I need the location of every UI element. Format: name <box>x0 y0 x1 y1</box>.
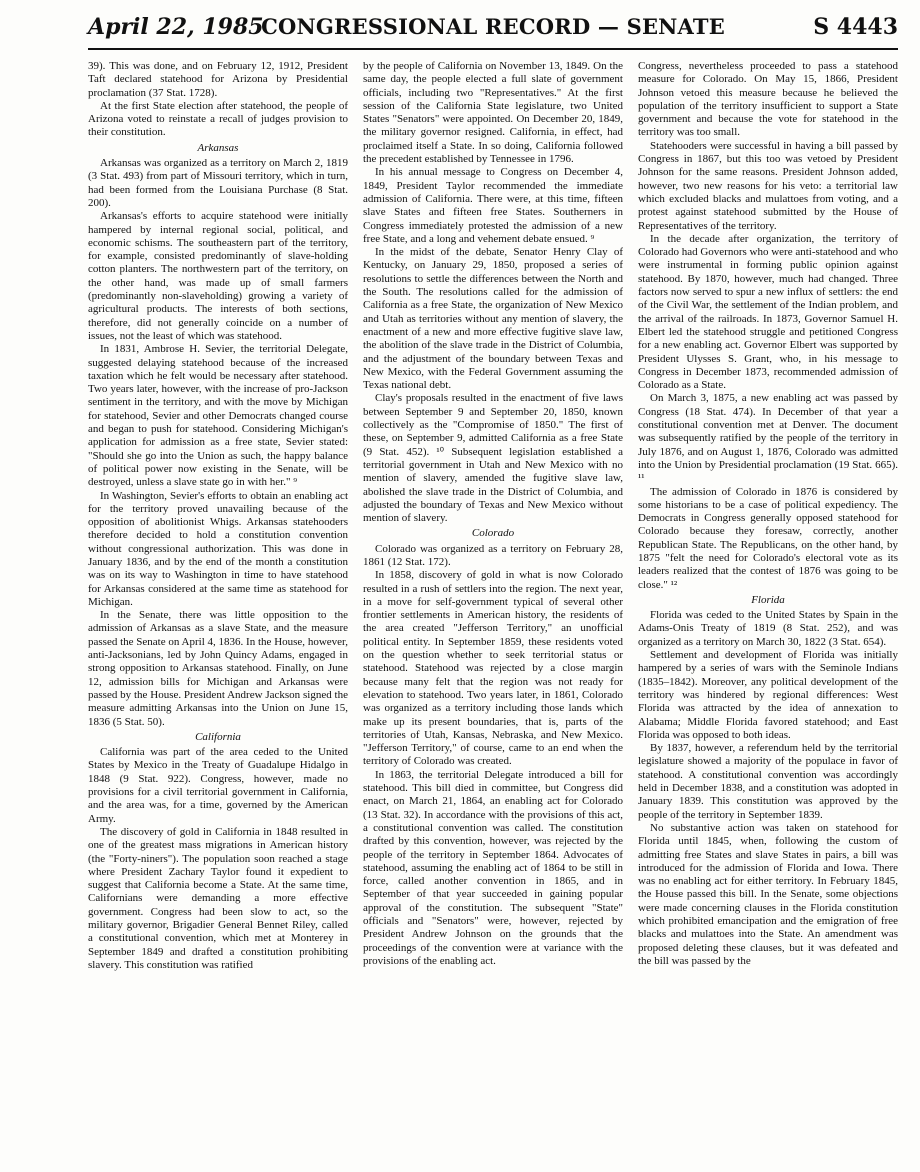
paragraph: By 1837, however, a referendum held by the territorial legislature showed a majority of the populace in favor of statehood. A constitutional convention was accordingly held in December 1838, and a constitution was adopted in January 1839. This constitution was approved by the people of the territory in September 1839. <box>638 742 898 821</box>
paragraph: 39). This was done, and on February 12, 1912, President Taft declared statehood for Arizona by Presidential proclamation (37 Stat. 1728). <box>88 60 348 99</box>
header-page-number: S 4443 <box>813 14 898 40</box>
paragraph: Settlement and development of Florida was initially hampered by a series of wars with the Seminole Indians (1835–1842). Moreover, any political development of the territory was hindered by regional differences: West Florida was attracted by the idea of annexation to Alabama; Middle Florida favored statehood; and East Florida was opposed to both ideas. <box>638 649 898 741</box>
paragraph: by the people of California on November 13, 1849. On the same day, the people elected a full slate of government officials, including two "Representatives." At the first session of the California State legislature, two United States "Senators" were appointed. On December 20, 1849, the military governor resigned. California, in effect, had proclaimed itself a State. In so doing, California followed the precedent established by Tennessee in 1796. <box>363 60 623 166</box>
paragraph: Florida was ceded to the United States by Spain in the Adams-Onis Treaty of 1819 (8 Stat. 252), and was organized as a territory on March 30, 1822 (3 Stat. 654). <box>638 609 898 648</box>
paragraph: In 1858, discovery of gold in what is now Colorado resulted in a rush of settlers into the region. The next year, in a move for self-government typical of several other frontier settlements in American history, the residents of the area created "Jefferson Territory," an unofficial political entity. In September 1859, these residents voted on the question whether to seek territorial status or statehood. Statehood was rejected by a close margin because many felt that the region was not ready for elevation to statehood. Two years later, in 1861, Colorado was organized as a territory including those lands which make up its present boundaries, that is, parts of the territories of Utah, Kansas, Nebraska, and New Mexico. "Jefferson Territory," of course, came to an end when the territory of Colorado was created. <box>363 569 623 768</box>
paragraph: Colorado was organized as a territory on February 28, 1861 (12 Stat. 172). <box>363 542 623 568</box>
paragraph: In the Senate, there was little opposition to the admission of Arkansas as a slave State, and the measure passed the Senate on April 4, 1836. In the House, however, anti-Jacksonians, led by John Quincy Adams, engaged in strong opposition to Arkansas statehood. Finally, on June 12, admission bills for Michigan and Arkansas were passed by the House. President Andrew Jackson signed the measure admitting Arkansas into the Union on June 15, 1836 (5 Stat. 50). <box>88 609 348 728</box>
column-1 <box>88 60 348 1160</box>
paragraph: No substantive action was taken on statehood for Florida until 1845, when, following the custom of admitting free States and slave States in pairs, a bill was introduced for the admission of Florida and Iowa. There was no enabling act for either territory. In February 1845, the House passed this bill. In the Senate, some objections were made concerning clauses in the Florida constitution which prohibited emancipation and the emigration of free blacks and mulattoes into the State. An amendment was proposed deleting these clauses, but it was defeated and the bill was passed by the <box>638 821 898 967</box>
header-date: April 22, 1985 <box>88 14 264 40</box>
section-heading: California <box>195 730 241 743</box>
paragraph: Statehooders were successful in having a bill passed by Congress in 1867, but this too was vetoed by President Johnson for the same reasons. President Johnson added, however, two new reasons for his veto: a territorial law which excluded blacks and mulattoes from voting, and a protest against statehood submitted by the House of Representatives of the territory. <box>638 139 898 232</box>
paragraph: In his annual message to Congress on December 4, 1849, President Taylor recommended the immediate admission of California. There were, at this time, fifteen slave States and fifteen free States. Southerners in Congress immediately protested the admission of a new free State, and a long and vehement debate ensued. ⁹ <box>363 166 623 245</box>
paragraph: In the decade after organization, the territory of Colorado had Governors who were anti-statehood and who were instrumental in forming public opinion against statehood. By 1870, however, much had changed. Three factors now served to spur a new influx of settlers: the end of the Civil War, the settlement of the Indian problem, and the arrival of the railroads. In 1873, Governor Samuel H. Elbert led the statehood struggle and petitioned Congress for a new enabling act. Governor Elbert was supported by President Ulysses S. Grant, who, in his message to Congress in December 1873, recommended admission of Colorado as a State. <box>638 232 898 392</box>
paragraph: Congress, nevertheless proceeded to pass a statehood measure for Colorado. On May 15, 1866, President Johnson vetoed this measure because he believed the population of the territory insufficient to support a State government and because the vote for statehood in the territory was too small. <box>638 60 898 139</box>
paragraph: In 1831, Ambrose H. Sevier, the territorial Delegate, suggested delaying statehood because of the increased taxation which he felt would be necessary after statehood. Two years later, however, with the increase of pro-Jackson sentiment in the territory, and with the move by Michigan for statehood, Sevier and other Democrats changed course and began to push for statehood. Considering Michigan's application for admission as a free state, Sevier stated: "Should she go into the Union as such, the happy balance of political power now existing in the Senate, will be destroyed, unless a slave state go in with her." ⁹ <box>88 343 348 489</box>
section-heading: Colorado <box>471 527 515 540</box>
paragraph: Clay's proposals resulted in the enactment of five laws between September 9 and September 20, 1850, known collectively as the "Compromise of 1850." The first of these, on September 9, admitted California as a free State (9 Stat. 452). ¹⁰ Subsequent legislation established a territorial government in Utah and New Mexico with no mention of slavery, amended the fugitive slave law, abolished the slave trade in the District of Columbia, and adjusted the boundary of Texas and New Mexico without mention of slavery. <box>363 392 623 525</box>
column-3 <box>638 60 898 1160</box>
section-heading: Arkansas <box>197 141 239 154</box>
paragraph: The discovery of gold in California in 1848 resulted in one of the greatest mass migrations in American history (the "Forty-niners"). The population soon reached a stage where President Zachary Taylor found it expedient to suggest that California become a State. At the same time, Californians were demanding a more effective government. Congress had been slow to act, so the military governor, Brigadier General Bennet Riley, called a constitutional convention, which met at Monterey in September 1849 and drafted a constitution prohibiting slavery. This constitution was ratified <box>88 825 348 971</box>
header-title: CONGRESSIONAL RECORD — SENATE <box>261 14 725 39</box>
paragraph: Arkansas's efforts to acquire statehood were initially hampered by internal regional social, political, and economic schisms. The southeastern part of the territory, for example, consisted predominantly of slave-holding cotton planters. The northwestern part of the territory, on the other hand, was made up of small farmers (predominantly non-slaveholding) growing a variety of agricultural products. The interests of both sections, therefore, did not generally coincide on a number of issues, not the least of which was statehood. <box>88 210 348 342</box>
paragraph: The admission of Colorado in 1876 is considered by some historians to be a case of political expediency. The Democrats in Congress generally opposed statehood for Colorado because they foresaw, correctly, another Republican State. The Republicans, on the other hand, by 1875 "felt the need for Colorado's electoral vote as its leaders realized that the contest of 1876 was going to be close." ¹² <box>638 485 898 591</box>
column-2 <box>363 60 623 1160</box>
paragraph: Arkansas was organized as a territory on March 2, 1819 (3 Stat. 493) from part of Missouri territory, which in turn, had been formed from the Louisiana Purchase (8 Stat. 200). <box>88 157 348 209</box>
section-heading: Florida <box>751 593 785 606</box>
article-columns <box>88 60 898 1160</box>
paragraph: In 1863, the territorial Delegate introduced a bill for statehood. This bill died in committee, but Congress did enact, on March 21, 1864, an enabling act for Colorado (13 Stat. 32). In accordance with the provisions of this act, a constitutional convention was called. The constitution drafted by this convention, however, was rejected by the people of the territory in September 1864. Advocates of statehood, assuming the enabling act of 1864 to be still in force, called another convention in 1865, and in September of that year succeeded in gaining popular approval of the constitution. The subsequent "State" officials and "Senators" were, however, rejected by President Andrew Johnson on the grounds that the proceedings of the convention were at variance with the provisions of the enabling act. <box>363 768 623 967</box>
paragraph: California was part of the area ceded to the United States by Mexico in the Treaty of Guadalupe Hidalgo in 1848 (9 Stat. 922). Congress, however, made no provisions for a civil territorial government in California, and the area was, for a time, governed by the American Army. <box>88 746 348 825</box>
paragraph: In the midst of the debate, Senator Henry Clay of Kentucky, on January 29, 1850, proposed a series of resolutions to settle the differences between the North and the South. The resolutions called for the admission of California as a free State, the organization of New Mexico and Utah as territories without any mention of slavery, the enactment of a new and more effective fugitive slave law, the abolition of the slave trade in the District of Columbia, and the adjustment of the boundary between Texas and New Mexico, with the Federal Government assuming the Texas national debt. <box>363 246 623 392</box>
paragraph: At the first State election after statehood, the people of Arizona voted to reinstate a recall of judges provision to their constitution. <box>88 99 348 139</box>
page-header <box>88 8 898 50</box>
paragraph: In Washington, Sevier's efforts to obtain an enabling act for the territory proved unavailing because of the opposition of abolitionist Whigs. Arkansas statehooders therefore decided to hold a constitution convention without congressional authorization. This was done in January 1836, and by the end of the month a constitution was on its way to Washington in time to have statehood for Arkansas considered at the same time as statehood for Michigan. <box>88 489 348 608</box>
paragraph: On March 3, 1875, a new enabling act was passed by Congress (18 Stat. 474). In December of that year a constitutional convention met at Denver. The document was subsequently ratified by the people of the territory in July 1876, and on August 1, 1876, Colorado was admitted into the Union by Presidential proclamation (19 Stat. 665). ¹¹ <box>638 392 898 485</box>
